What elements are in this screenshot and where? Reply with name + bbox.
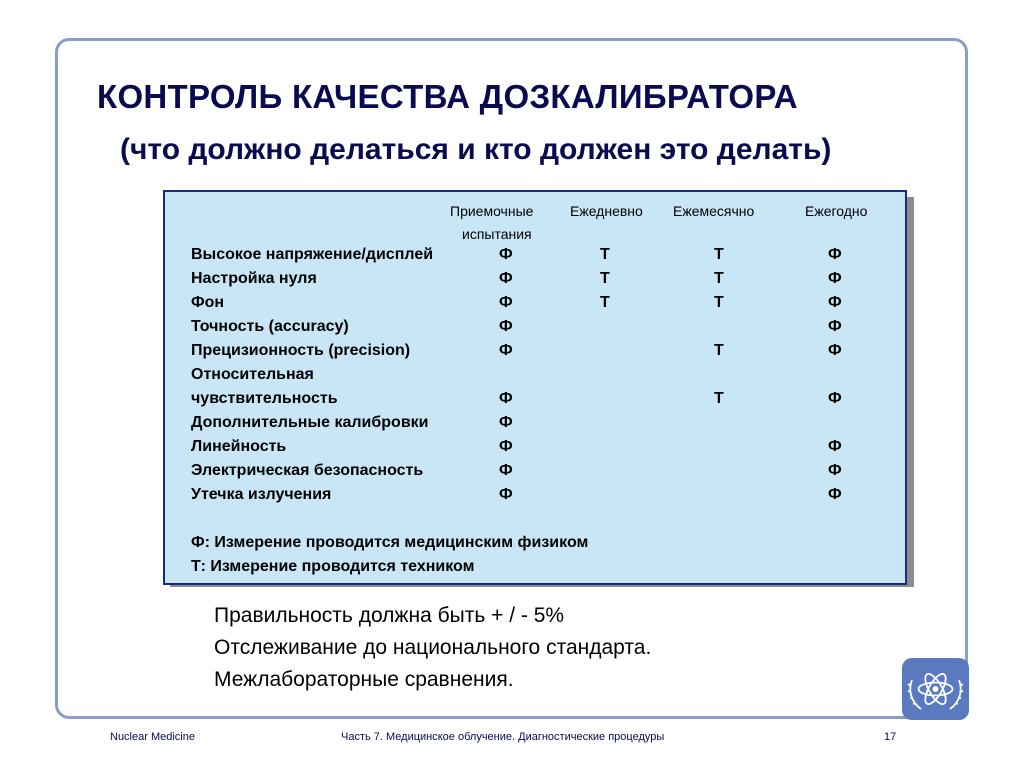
header-daily: Ежедневно xyxy=(570,203,643,219)
header-monthly: Ежемесячно xyxy=(673,203,755,219)
row-name: Дополнительные калибровки xyxy=(191,414,429,431)
qc-table xyxy=(163,190,907,585)
cell-acceptance: Ф xyxy=(499,462,513,479)
cell-acceptance: Ф xyxy=(499,486,513,503)
row-name: Фон xyxy=(191,294,225,311)
table-row xyxy=(165,246,905,270)
table-row xyxy=(165,414,905,438)
row-name: Высокое напряжение/дисплей xyxy=(191,246,434,263)
row-name: Линейность xyxy=(191,438,287,455)
cell-monthly: Т xyxy=(714,270,724,287)
header-acceptance-line1: Приемочные xyxy=(450,203,534,219)
header-yearly: Ежегодно xyxy=(805,203,868,219)
footer-course: Nuclear Medicine xyxy=(110,731,195,743)
table-row xyxy=(165,318,905,342)
legend-technician: Т: Измерение проводится техником xyxy=(191,558,475,575)
cell-acceptance: Ф xyxy=(499,270,513,287)
table-row xyxy=(165,342,905,366)
cell-yearly: Ф xyxy=(828,342,842,359)
header-acceptance-line2: испытания xyxy=(462,226,532,242)
cell-yearly: Ф xyxy=(828,438,842,455)
row-name: чувствительность xyxy=(191,390,338,407)
cell-monthly: Т xyxy=(714,246,724,263)
table-row xyxy=(165,486,905,510)
cell-daily: Т xyxy=(600,246,610,263)
traceability-note: Отслеживание до национального стандарта. xyxy=(214,636,652,659)
footer-part-title: Часть 7. Медицинское облучение. Диагностические процедуры xyxy=(341,731,665,743)
row-name: Настройка нуля xyxy=(191,270,317,287)
row-name: Относительная xyxy=(191,366,314,383)
cell-acceptance: Ф xyxy=(499,390,513,407)
table-row xyxy=(165,270,905,294)
cell-yearly: Ф xyxy=(828,486,842,503)
cell-daily: Т xyxy=(600,270,610,287)
cell-yearly: Ф xyxy=(828,462,842,479)
table-row xyxy=(165,462,905,486)
slide-subtitle: (что должно делаться и кто должен это делать) xyxy=(120,133,832,166)
accuracy-requirement: Правильность должна быть + / - 5% xyxy=(214,604,565,627)
cell-monthly: Т xyxy=(714,390,724,407)
cell-acceptance: Ф xyxy=(499,318,513,335)
cell-yearly: Ф xyxy=(828,390,842,407)
row-name: Утечка излучения xyxy=(191,486,332,503)
cell-acceptance: Ф xyxy=(499,414,513,431)
table-row xyxy=(165,294,905,318)
cell-acceptance: Ф xyxy=(499,438,513,455)
row-name: Точность (accuracy) xyxy=(191,318,349,335)
cell-acceptance: Ф xyxy=(499,342,513,359)
table-row xyxy=(165,390,905,414)
row-name: Прецизионность (precision) xyxy=(191,342,411,359)
cell-yearly: Ф xyxy=(828,294,842,311)
cell-acceptance: Ф xyxy=(499,294,513,311)
slide-title: КОНТРОЛЬ КАЧЕСТВА ДОЗКАЛИБРАТОРА xyxy=(97,78,798,115)
legend-physicist: Ф: Измерение проводится медицинским физиком xyxy=(191,534,589,551)
cell-yearly: Ф xyxy=(828,318,842,335)
cell-yearly: Ф xyxy=(828,246,842,263)
cell-daily: Т xyxy=(600,294,610,311)
row-name: Электрическая безопасность xyxy=(191,462,424,479)
cell-acceptance: Ф xyxy=(499,246,513,263)
interlab-note: Межлабораторные сравнения. xyxy=(214,668,514,691)
atom-emblem-icon xyxy=(902,658,969,720)
footer-page-number: 17 xyxy=(884,731,897,743)
iaea-logo xyxy=(902,658,969,720)
cell-monthly: Т xyxy=(714,342,724,359)
table-row xyxy=(165,366,905,390)
table-row xyxy=(165,438,905,462)
cell-yearly: Ф xyxy=(828,270,842,287)
cell-monthly: Т xyxy=(714,294,724,311)
